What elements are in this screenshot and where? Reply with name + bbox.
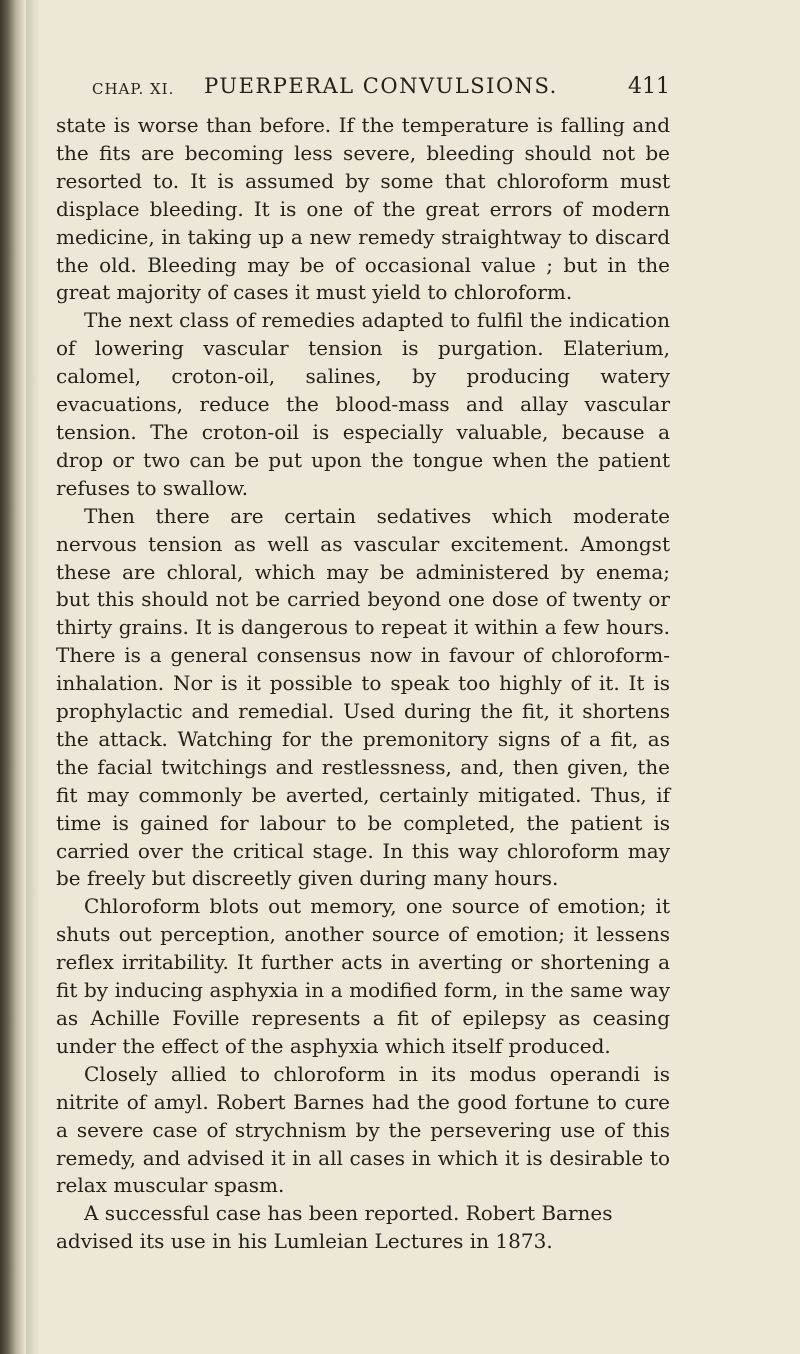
running-header <box>92 74 670 104</box>
paragraph: Then there are certain sedatives which moderate nervous tension as well as vascular excitement. Amongst these are chloral, which may be administered by enema; but this should not be carried beyond one dose of twenty or thirty grains. It is dangerous to repeat it within a few hours. There is a general consensus now in favour of chloroform-inhalation. Nor is it possible to speak too highly of it. It is prophylactic and remedial. Used during the fit, it shortens the attack. Watching for the premonitory signs of a fit, as the facial twitchings and restlessness, and, then given, the fit may commonly be averted, certainly mitigated. Thus, if time is gained for labour to be completed, the patient is carried over the critical stage. In this way chloroform may be freely but discreetly given during many hours. <box>56 503 670 891</box>
page-body <box>56 112 670 1256</box>
page-binding-edge <box>0 0 26 1354</box>
chapter-label: CHAP. XI. <box>92 80 175 98</box>
paragraph: A successful case has been reported. Robert Barnes advised its use in his Lumleian Lectures in 1873. <box>56 1201 613 1254</box>
paragraph: The next class of remedies adapted to fulfil the indication of lowering vascular tension is purgation. Elaterium, calomel, croton-oil, salines, by producing watery evacuations, reduce the blood-mass and allay vascular tension. The croton-oil is especially valuable, because a drop or two can be put upon the tongue when the patient refuses to swallow. <box>56 308 670 500</box>
running-title: PUERPERAL CONVULSIONS. <box>204 74 558 98</box>
binding-shadow <box>26 0 40 1354</box>
page-number: 411 <box>628 74 670 99</box>
paragraph: state is worse than before. If the temperature is falling and the fits are becoming less severe, bleeding should not be resorted to. It is assumed by some that chloroform must displace bleeding. It is one of the great errors of modern medicine, in taking up a new remedy straightway to discard the old. Bleeding may be of occasional value ; but in the great majority of cases it must yield to chloroform. <box>56 113 670 305</box>
paragraph: Closely allied to chloroform in its modus operandi is nitrite of amyl. Robert Barnes had the good fortune to cure a severe case of strychnism by the persevering use of this remedy, and advised it in all cases in which it is desirable to relax muscular spasm. <box>56 1061 670 1198</box>
paragraph: Chloroform blots out memory, one source of emotion; it shuts out perception, another source of emotion; it lessens reflex irritability. It further acts in averting or shortening a fit by inducing asphyxia in a modified form, in the same way as Achille Foville represents a fit of epilepsy as ceasing under the effect of the asphyxia which itself produced. <box>56 894 670 1058</box>
